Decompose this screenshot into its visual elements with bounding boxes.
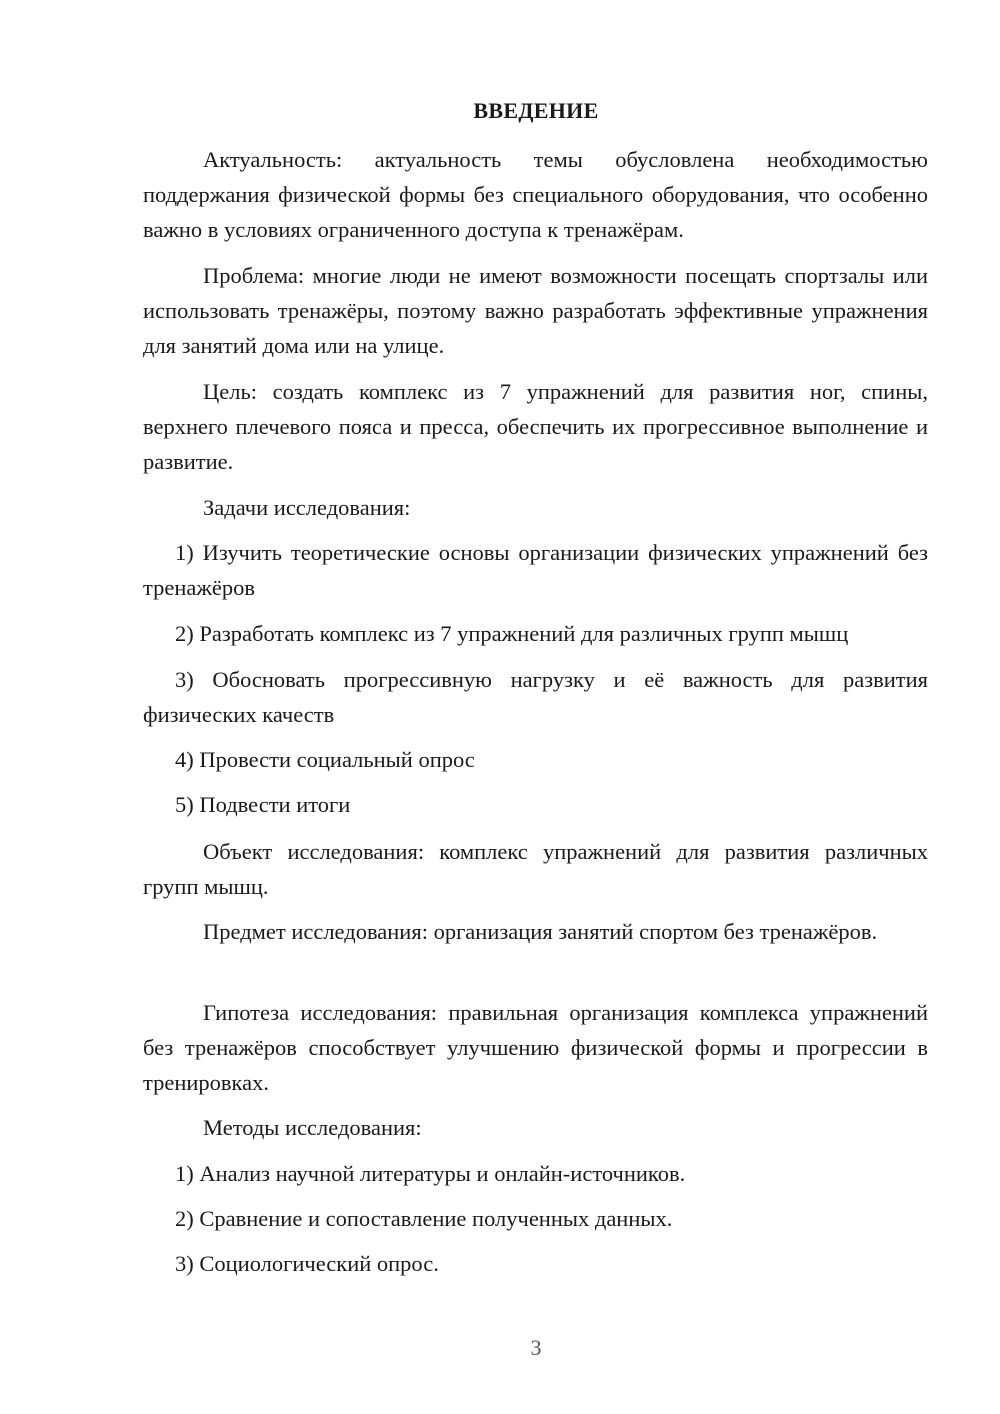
goal-paragraph: Цель: создать комплекс из 7 упражнений для развития ног, спины, верхнего плечевого пояса и пресса, обеспечить их прогрессивное выполнение и развитие. <box>143 379 928 474</box>
method-item-1: 1) Анализ научной литературы и онлайн-источников. <box>175 1161 686 1186</box>
subject-paragraph: Предмет исследования: организация занятий спортом без тренажёров. <box>203 919 878 944</box>
task-item-1: 1) Изучить теоретические основы организации физических упражнений без тренажёров <box>143 540 928 600</box>
method-item-3: 3) Социологический опрос. <box>175 1251 439 1276</box>
hypothesis-paragraph: Гипотеза исследования: правильная организация комплекса упражнений без тренажёров способствует улучшению физической формы и прогрессии в тренировках. <box>143 1000 928 1095</box>
task-item-2: 2) Разработать комплекс из 7 упражнений для различных групп мышц <box>175 621 849 646</box>
object-paragraph: Объект исследования: комплекс упражнений для развития различных групп мышц. <box>143 839 928 899</box>
relevance-paragraph: Актуальность: актуальность темы обусловлена необходимостью поддержания физической формы без специального оборудования, что особенно важно в условиях ограниченного доступа к тренажёрам. <box>143 147 928 242</box>
problem-paragraph: Проблема: многие люди не имеют возможности посещать спортзалы или использовать тренажёры, поэтому важно разработать эффективные упражнения для занятий дома или на улице. <box>143 263 928 358</box>
page-heading: ВВЕДЕНИЕ <box>473 98 599 123</box>
task-item-3: 3) Обосновать прогрессивную нагрузку и её важность для развития физических качеств <box>143 667 928 727</box>
task-item-4: 4) Провести социальный опрос <box>175 747 475 772</box>
tasks-title: Задачи исследования: <box>203 495 411 520</box>
method-item-2: 2) Сравнение и сопоставление полученных данных. <box>175 1206 673 1231</box>
methods-title: Методы исследования: <box>203 1115 422 1140</box>
page-number: 3 <box>530 1335 542 1360</box>
task-item-5: 5) Подвести итоги <box>175 792 351 817</box>
